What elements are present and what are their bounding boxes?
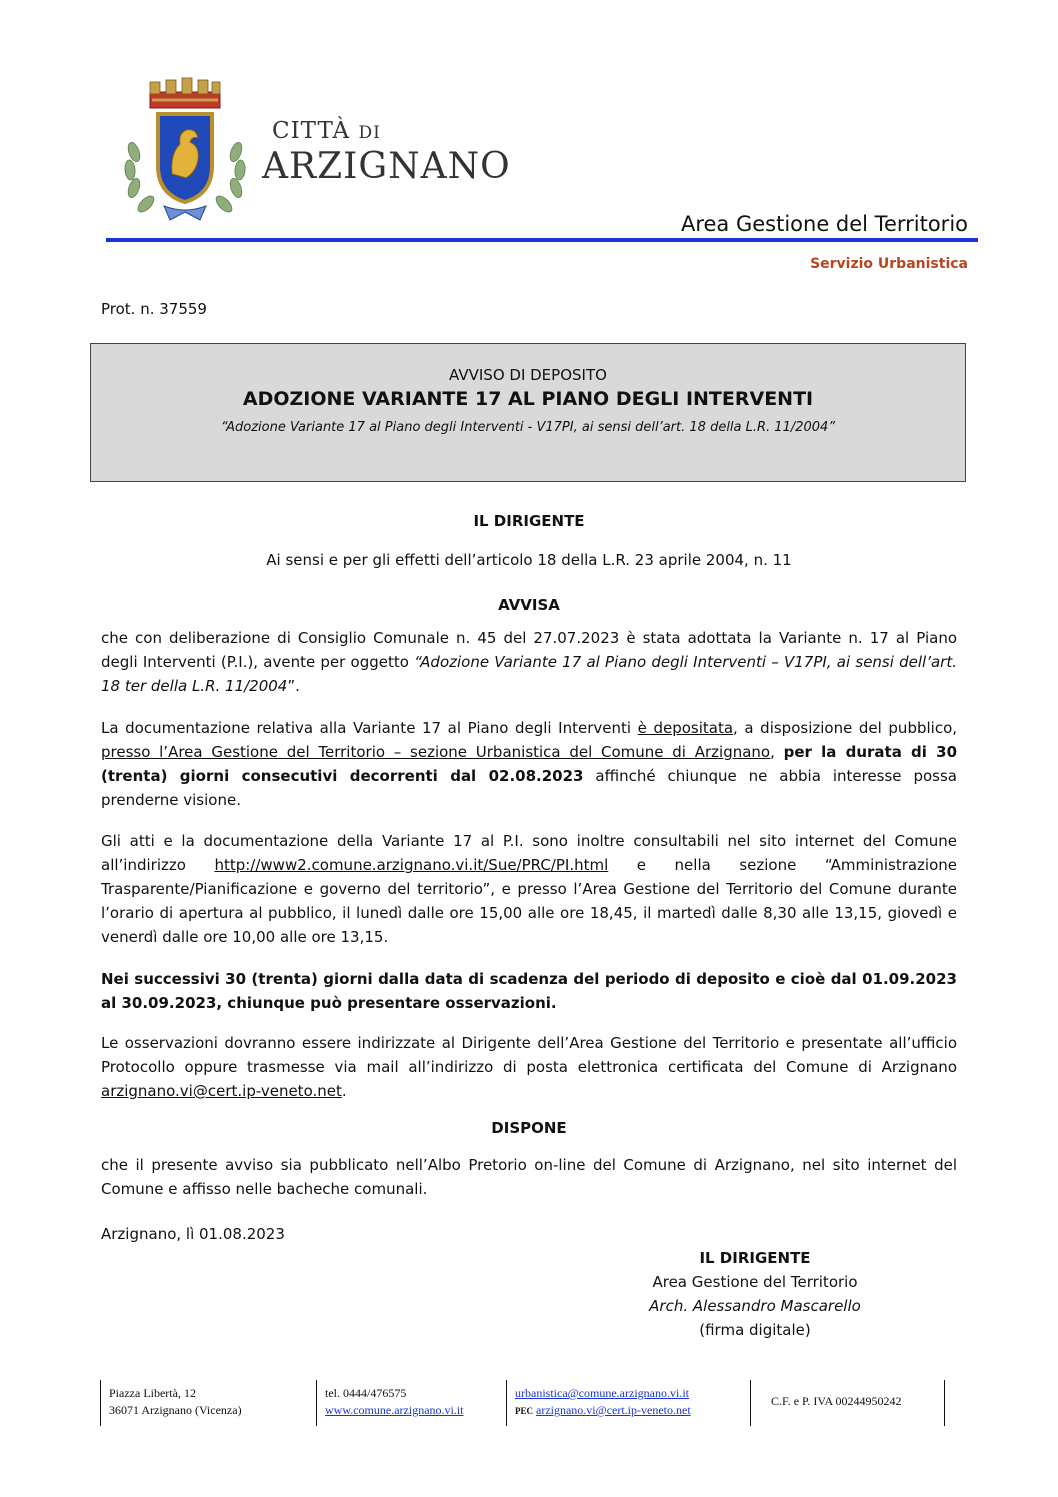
pec-email-link[interactable]: arzignano.vi@cert.ip-veneto.net (101, 1082, 342, 1100)
notice-title: ADOZIONE VARIANTE 17 AL PIANO DEGLI INTERVENTI (242, 388, 814, 410)
p2-text-f: per la durata di 30 (trenta) giorni consecutivi decorrenti dal 02.08.2023 (101, 743, 958, 785)
p2-text-c: , a disposizione del pubblico, (733, 719, 958, 737)
service-label: Servizio Urbanistica (810, 256, 968, 272)
paragraph-publication: che il presente avviso sia pubblicato nell’Albo Pretorio on-line del Comune di Arzignano, nel sito internet del Comune e affisso nelle bacheche comunali. (101, 1156, 957, 1198)
dirigente-heading: IL DIRIGENTE (473, 512, 585, 530)
p5-text-b: . (341, 1082, 347, 1100)
dispone-heading: DISPONE (491, 1119, 567, 1137)
p2-text-b: è depositata (637, 719, 734, 737)
city-crest-icon (120, 74, 250, 226)
avvisa-heading: AVVISA (498, 596, 560, 614)
signature-block (600, 1246, 910, 1342)
p1-text-b: “Adozione Variante 17 al Piano degli Interventi – V17PI, ai sensi dell’art. 18 ter della L.R. 11/2004 (101, 653, 957, 695)
notice-title-box (90, 343, 966, 482)
paragraph-observations-period: Nei successivi 30 (trenta) giorni dalla data di scadenza del periodo di deposito e cioè dal 01.09.2023 al 30.09.2023, chiunque può presentare osservazioni. (101, 970, 957, 1012)
notice-subtitle: “Adozione Variante 17 al Piano degli Interventi - V17PI, ai sensi dell’art. 18 della L.R. 11/2004” (220, 420, 836, 435)
p1-text-a: che con deliberazione di Consiglio Comunale n. 45 del 27.07.2023 è stata adottata la Variante n. 17 al Piano degli Interventi (P.I.), avente per oggetto (101, 629, 957, 671)
paragraph-deliberation (101, 626, 957, 698)
city-prefix-text: CITTÀ (272, 118, 351, 144)
city-prefix (272, 118, 381, 144)
p2-text-e: , (770, 743, 784, 761)
paragraph-observations-submission (101, 1031, 957, 1103)
p2-text-a: La documentazione relativa alla Variante 17 al Piano degli Interventi (101, 719, 638, 737)
p1-text-c: ”. (287, 677, 300, 695)
protocol-number: Prot. n. 37559 (101, 300, 207, 318)
signature-title: IL DIRIGENTE (699, 1249, 811, 1267)
footer (96, 1380, 956, 1426)
p2-text-d: presso l’Area Gestione del Territorio – sezione Urbanistica del Comune di Arzignano (101, 743, 771, 761)
footer-pec-link[interactable]: arzignano.vi@cert.ip-veneto.net (536, 1403, 691, 1417)
signature-note: (firma digitale) (699, 1321, 811, 1339)
header-divider (106, 238, 978, 242)
notice-type: AVVISO DI DEPOSITO (449, 366, 607, 384)
paragraph-consultation (101, 829, 957, 949)
footer-vat-text: C.F. e P. IVA 00244950242 (771, 1394, 902, 1408)
city-name: ARZIGNANO (262, 146, 511, 187)
footer-website-link[interactable]: www.comune.arzignano.vi.it (325, 1403, 464, 1417)
footer-address (100, 1380, 316, 1426)
footer-address-line1: Piazza Libertà, 12 (109, 1386, 196, 1400)
footer-email-link[interactable]: urbanistica@comune.arzignano.vi.it (515, 1386, 689, 1400)
footer-end-divider (944, 1380, 945, 1426)
p3-text-a: Gli atti e la documentazione della Variante 17 al P.I. sono inoltre consultabili nel sito internet del Comune all’indirizzo (101, 832, 957, 874)
p5-text-a: Le osservazioni dovranno essere indirizzate al Dirigente dell’Area Gestione del Territorio e presentate all’ufficio Protocollo oppure trasmesse via mail all’indirizzo di posta elettronica certificata del Comune di Arzignano (101, 1034, 957, 1076)
paragraph-deposit (101, 716, 957, 812)
footer-emails (506, 1380, 751, 1426)
signature-name: Arch. Alessandro Mascarello (649, 1297, 861, 1315)
p2-text-g: affinché chiunque ne abbia interesse possa prenderne visione. (101, 767, 957, 809)
date-line: Arzignano, lì 01.08.2023 (101, 1225, 285, 1243)
footer-pec-label: PEC (515, 1406, 533, 1416)
footer-contacts (316, 1380, 506, 1426)
legal-basis: Ai sensi e per gli effetti dell’articolo 18 della L.R. 23 aprile 2004, n. 11 (266, 551, 792, 569)
pi-website-link[interactable]: http://www2.comune.arzignano.vi.it/Sue/PRC/PI.html (214, 856, 609, 874)
footer-vat (750, 1380, 946, 1426)
footer-tel: tel. 0444/476575 (325, 1386, 407, 1400)
city-di-text: DI (358, 123, 381, 143)
p3-text-b: e nella sezione “Amministrazione Trasparente/Pianificazione e governo del territorio”, e presso l’Area Gestione del Territorio del Comune durante l’orario di apertura al pubblico, il lunedì dalle ore 15,00 alle ore 18,45, il martedì dalle 8,30 alle 13,15, giovedì e venerdì dalle ore 10,00 alle ore 13,15. (101, 856, 958, 946)
footer-address-line2: 36071 Arzignano (Vicenza) (109, 1403, 242, 1417)
signature-area: Area Gestione del Territorio (652, 1273, 858, 1291)
area-title: Area Gestione del Territorio (680, 212, 968, 236)
